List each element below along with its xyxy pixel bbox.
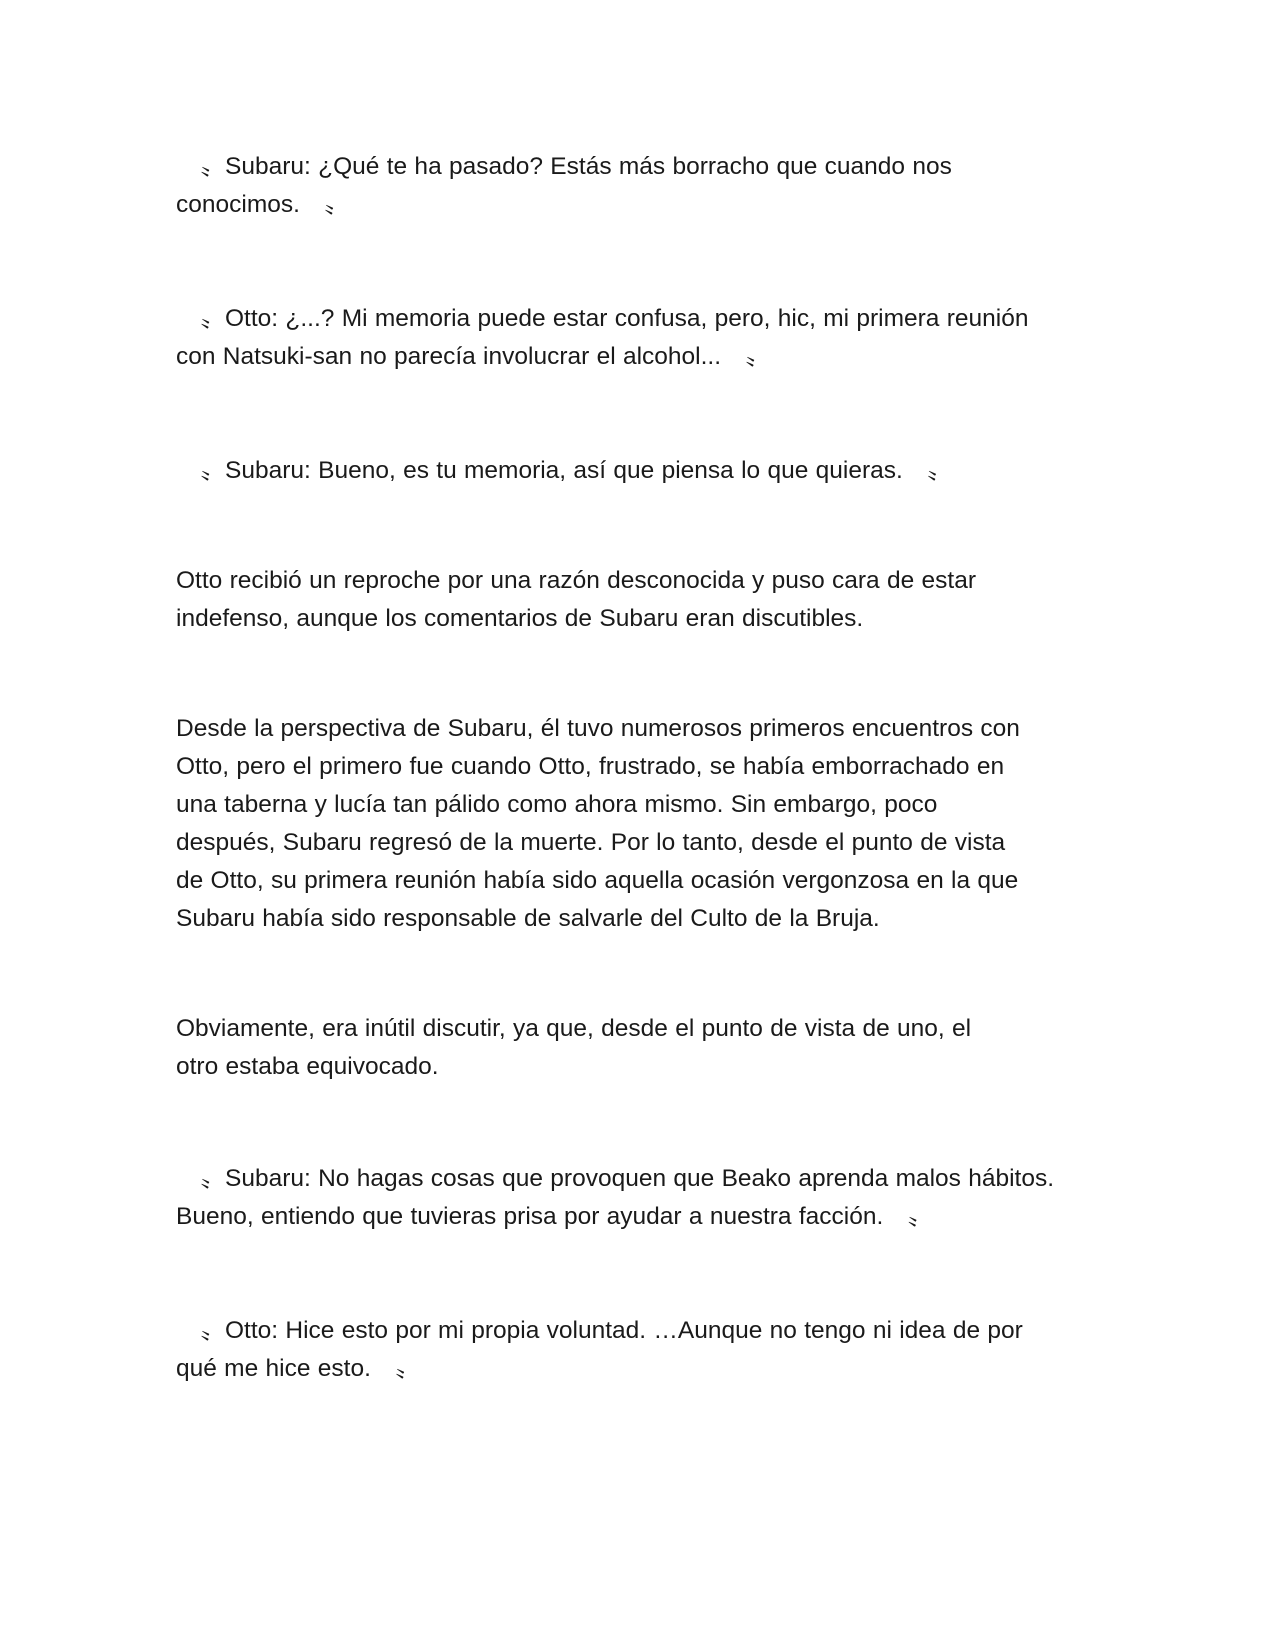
text-line: 〟Subaru: No hagas cosas que provoquen que Beako aprenda malos hábitos. [176, 1165, 1055, 1192]
text-line: indefenso, aunque los comentarios de Subaru eran discutibles. [176, 605, 864, 632]
text-line: Desde la perspectiva de Subaru, él tuvo numerosos primeros encuentros con [176, 715, 1020, 742]
text-line: Bueno, entiendo que tuvieras prisa por ayudar a nuestra facción. 〟 [176, 1203, 933, 1230]
text-line: conocimos. 〟 [176, 191, 349, 218]
narration-paragraph-3 [176, 1010, 1106, 1086]
text-line: después, Subaru regresó de la muerte. Por lo tanto, desde el punto de vista [176, 829, 1006, 856]
dialogue-paragraph-subaru-2 [176, 452, 1106, 490]
text-line: 〟Subaru: ¿Qué te ha pasado? Estás más borracho que cuando nos [176, 153, 952, 180]
text-line: con Natsuki-san no parecía involucrar el alcohol... 〟 [176, 343, 771, 370]
text-line: 〟Otto: Hice esto por mi propia voluntad. …Aunque no tengo ni idea de por [176, 1317, 1023, 1344]
text-line: otro estaba equivocado. [176, 1053, 439, 1080]
text-line: Otto recibió un reproche por una razón desconocida y puso cara de estar [176, 567, 977, 594]
text-line: Subaru había sido responsable de salvarle del Culto de la Bruja. [176, 905, 880, 932]
text-line: una taberna y lucía tan pálido como ahora mismo. Sin embargo, poco [176, 791, 938, 818]
dialogue-paragraph-otto-1 [176, 300, 1106, 376]
narration-paragraph-1 [176, 562, 1106, 638]
text-line: de Otto, su primera reunión había sido aquella ocasión vergonzosa en la que [176, 867, 1019, 894]
dialogue-paragraph-otto-2 [176, 1312, 1106, 1388]
text-line: qué me hice esto. 〟 [176, 1355, 420, 1382]
text-line: Otto, pero el primero fue cuando Otto, frustrado, se había emborrachado en [176, 753, 1005, 780]
text-line: 〟Otto: ¿...? Mi memoria puede estar confusa, pero, hic, mi primera reunión [176, 305, 1029, 332]
text-line: 〟Subaru: Bueno, es tu memoria, así que piensa lo que quieras. 〟 [176, 457, 952, 484]
text-line: Obviamente, era inútil discutir, ya que, desde el punto de vista de uno, el [176, 1015, 972, 1042]
dialogue-paragraph-subaru-1 [176, 148, 1106, 224]
dialogue-paragraph-subaru-3 [176, 1160, 1106, 1236]
narration-paragraph-2 [176, 710, 1106, 938]
